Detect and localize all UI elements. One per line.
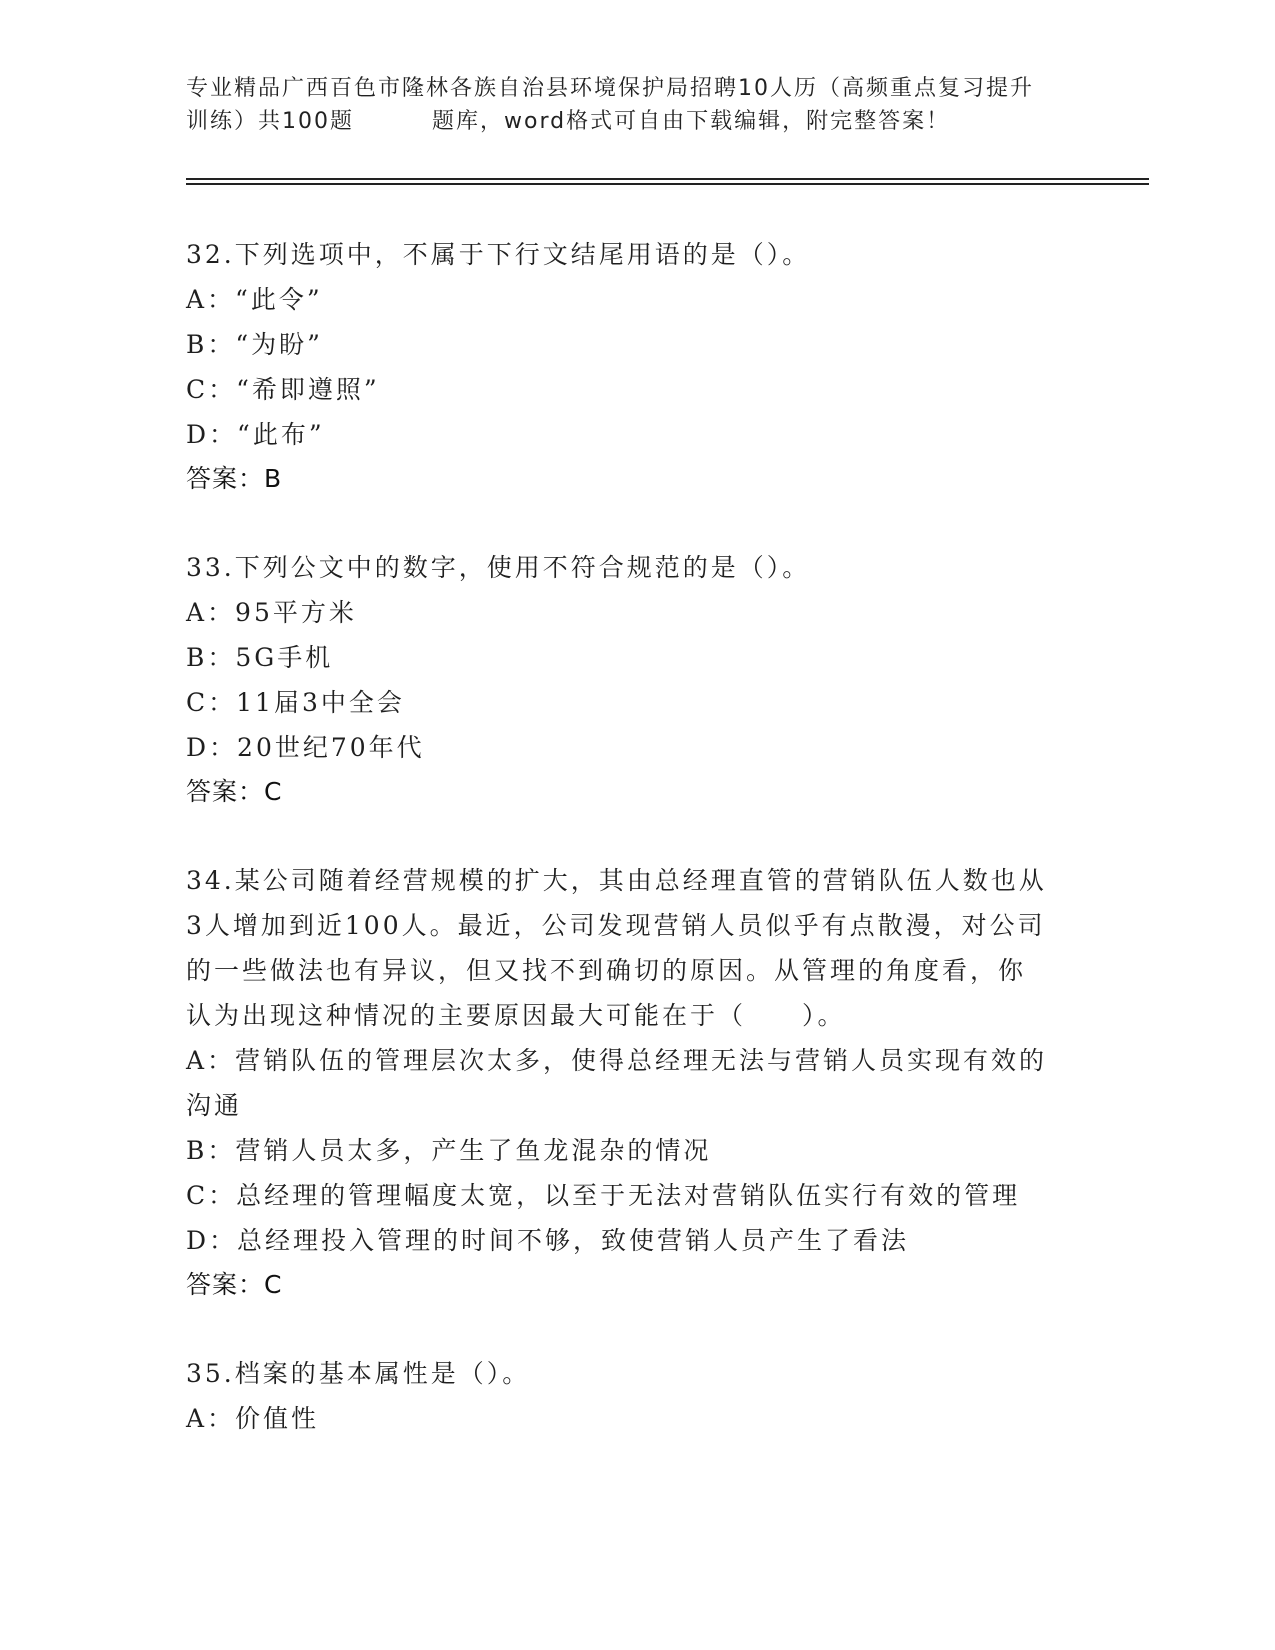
document-header (186, 72, 1086, 138)
option-b: B：5G手机 (186, 643, 334, 672)
header-divider-top (186, 178, 1149, 180)
header-divider-bottom (186, 183, 1149, 185)
option-c: C：11届3中全会 (186, 688, 405, 717)
question-34 (186, 858, 1086, 1307)
option-a: A：95平方米 (186, 598, 357, 627)
answer-label: 答案：C (186, 1270, 283, 1299)
header-title-line-1: 专业精品广西百色市隆林各族自治县环境保护局招聘10人历（高频重点复习提升 (186, 76, 1034, 101)
answer-label: 答案：B (186, 464, 283, 493)
answer-label: 答案：C (186, 777, 283, 806)
question-stem-line-2: 3人增加到近100人。最近，公司发现营销人员似乎有点散漫，对公司 (186, 911, 1046, 940)
option-a: A：“此令” (186, 285, 323, 314)
option-c: C：总经理的管理幅度太宽，以至于无法对营销队伍实行有效的管理 (186, 1181, 1021, 1210)
question-stem-line-3: 的一些做法也有异议，但又找不到确切的原因。从管理的角度看，你 (186, 956, 1027, 985)
question-stem-line-1: 34.某公司随着经营规模的扩大，其由总经理直管的营销队伍人数也从 (186, 866, 1047, 895)
question-33 (186, 545, 1086, 814)
option-b: B：营销人员太多，产生了鱼龙混杂的情况 (186, 1136, 712, 1165)
question-32 (186, 232, 1086, 501)
option-d: D：“此布” (186, 420, 325, 449)
option-d: D：20世纪70年代 (186, 733, 425, 762)
option-a-line-2: 沟通 (186, 1091, 243, 1120)
option-a: A：价值性 (186, 1404, 320, 1433)
question-stem: 32.下列选项中，不属于下行文结尾用语的是（）。 (186, 240, 811, 269)
question-stem: 33.下列公文中的数字，使用不符合规范的是（）。 (186, 553, 811, 582)
option-a-line-1: A：营销队伍的管理层次太多，使得总经理无法与营销人员实现有效的 (186, 1046, 1048, 1075)
question-stem-line-4: 认为出现这种情况的主要原因最大可能在于（ ）。 (186, 1001, 846, 1030)
header-title-line-2 (186, 105, 1086, 138)
header-title-subtitle: 题库，word格式可自由下载编辑，附完整答案！ (432, 109, 951, 134)
option-d: D：总经理投入管理的时间不够，致使营销人员产生了看法 (186, 1226, 910, 1255)
header-title-count: 训练）共100题 (186, 109, 354, 134)
question-stem: 35.档案的基本属性是（）。 (186, 1359, 531, 1388)
question-list (186, 232, 1086, 1485)
question-35 (186, 1351, 1086, 1441)
option-b: B：“为盼” (186, 330, 323, 359)
option-c: C：“希即遵照” (186, 375, 380, 404)
